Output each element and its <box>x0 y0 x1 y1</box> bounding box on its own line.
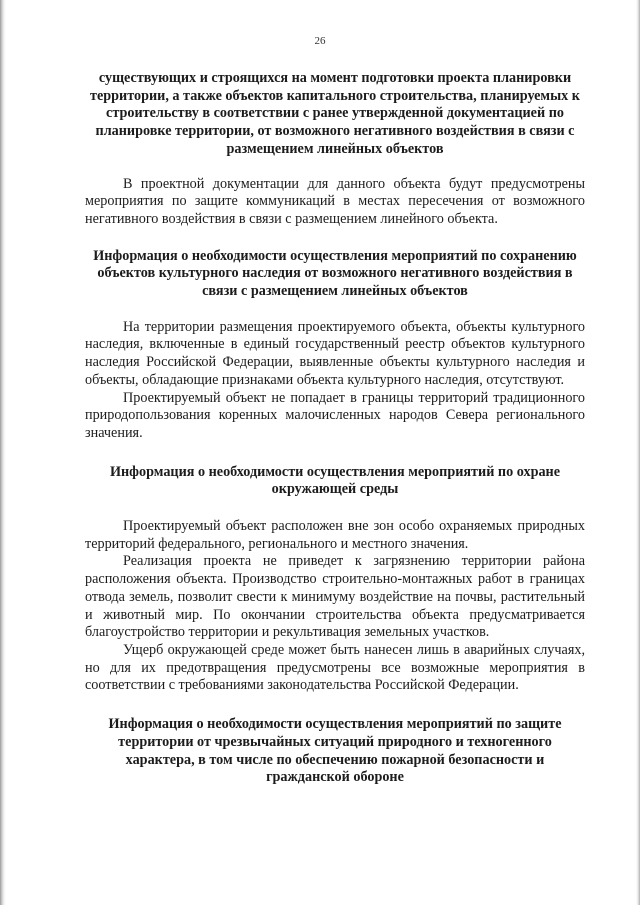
section-heading: существующих и строящихся на момент подготовки проекта планировки территории, а также объектов капитального строительства, планируемых к строительству в соответствии с ранее утвержденной документацией по планировке территории, от возможного негативного воздействия в связи с размещением линейных объектов <box>89 70 580 157</box>
paragraph: Реализация проекта не приведет к загрязнению территории района расположения объекта. Производство строительно-монтажных работ в границах отвода земель, позволит свести к минимуму воздействие на почвы, растительный и животный мир. По окончании строительства объекта предусматривается благоустройство территории и рекультивация земельных участков. <box>85 553 585 641</box>
section-heading: Информация о необходимости осуществления мероприятий по сохранению объектов культурного наследия от возможного негативного воздействия в связи с размещением линейных объектов <box>93 247 577 300</box>
document-body <box>85 70 585 787</box>
section-heading: Информация о необходимости осуществления мероприятий по охране окружающей среды <box>109 463 561 498</box>
page-number: 26 <box>314 35 326 47</box>
section-heading: Информация о необходимости осуществления мероприятий по защите территории от чрезвычайных ситуаций природного и техногенного характера, в том числе по обеспечению пожарной безопасности и гражданской обороне <box>108 716 562 786</box>
paragraph: Проектируемый объект не попадает в границы территорий традиционного природопользования коренных малочисленных народов Севера регионального значения. <box>85 389 585 441</box>
paragraph: Проектируемый объект расположен вне зон особо охраняемых природных территорий федерального, регионального и местного значения. <box>85 518 585 552</box>
paragraph: В проектной документации для данного объекта будут предусмотрены мероприятия по защите коммуникаций в местах пересечения от возможного негативного воздействия в связи с размещением линейного объекта. <box>85 175 585 227</box>
paragraph: На территории размещения проектируемого объекта, объекты культурного наследия, включенные в единый государственный реестр объектов культурного наследия Российской Федерации, выявленные объекты культурного наследия и объекты, обладающие признаками объекта культурного наследия, отсутствуют. <box>85 318 585 388</box>
section-emergency-protection <box>85 716 585 787</box>
scan-edge-right <box>636 0 640 905</box>
scan-edge-left <box>0 0 6 905</box>
section-environmental-protection <box>85 464 585 695</box>
section-cultural-heritage <box>85 248 585 443</box>
section-utilities-protection <box>85 70 585 229</box>
paragraph: Ущерб окружающей среде может быть нанесен лишь в аварийных случаях, но для их предотвращения предусмотрены все возможные мероприятия в соответствии с требованиями законодательства Российской Федерации. <box>85 641 585 694</box>
